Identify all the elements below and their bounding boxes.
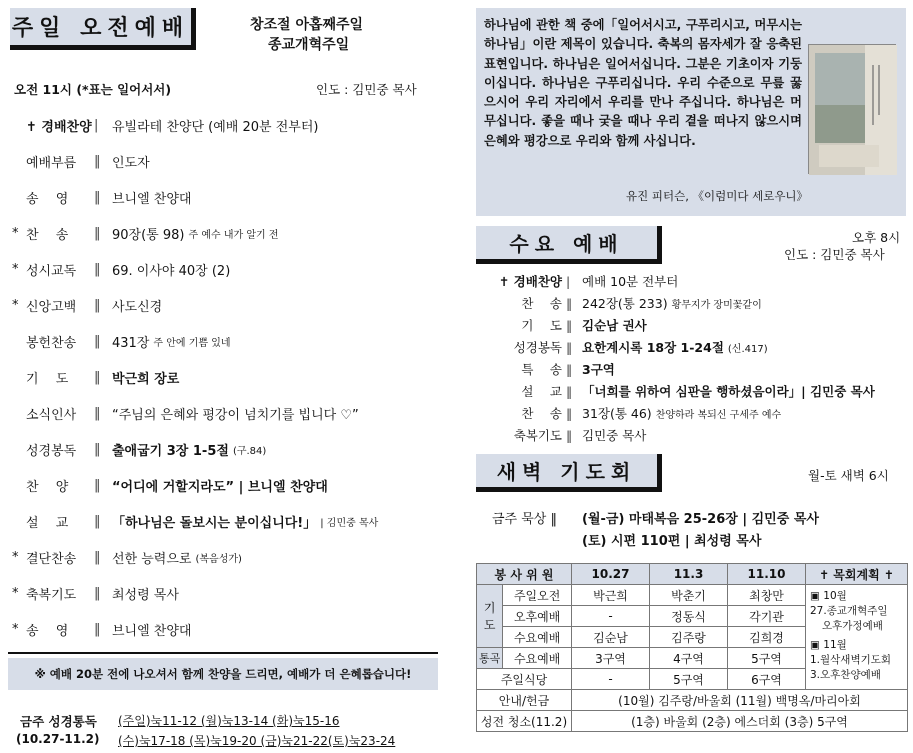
order-label: 예배부름 (26, 156, 77, 171)
order-label: 기 도 (26, 372, 69, 387)
order-value: “어디에 거할지라도” | 브니엘 찬양대 (112, 480, 328, 495)
wednesday-time: 오후 8시 (852, 230, 901, 245)
wednesday-row (486, 272, 682, 290)
morning-notice: ※ 예배 20분 전에 나오셔서 함께 찬양을 드리면, 예배가 더 은혜롭습니다! (8, 658, 438, 690)
table-cell: - (572, 669, 650, 690)
order-value: 최성령 목사 (112, 588, 179, 603)
stand-marker: * (12, 226, 19, 241)
table-cell: 김희경 (728, 627, 806, 648)
table-cell: - (572, 606, 650, 627)
order-label: ✝ 경배찬양 (498, 274, 562, 289)
order-separator: ‖ (94, 298, 101, 313)
order-value: 3구역 (582, 362, 615, 377)
order-separator: ‖ (94, 442, 101, 457)
order-label: 소식인사 (26, 408, 77, 423)
order-label: 성경봉독 (513, 340, 562, 355)
order-value: 31장(통 46) (582, 406, 652, 421)
order-value: 예배 10분 전부터 (582, 274, 679, 289)
order-label: 성경봉독 (26, 444, 77, 459)
table-cell: 4구역 (650, 648, 728, 669)
plan-line: ▣ 11월 (810, 639, 847, 651)
table-cell: 각기관 (728, 606, 806, 627)
order-separator: ‖ (566, 405, 573, 421)
table-cell: 5구역 (728, 648, 806, 669)
order-value: 유빌라테 찬양단 (예배 20분 전부터) (112, 120, 319, 135)
table-header-cell: ✝ 목회계획 ✝ (806, 564, 908, 585)
order-row (14, 188, 195, 207)
order-value: 90장(통 98) (112, 228, 185, 243)
order-label: 찬 송 (521, 296, 562, 311)
order-label: 축복기도 (26, 588, 77, 603)
order-separator: ‖ (94, 514, 101, 529)
dawn-time: 월-토 새벽 6시 (808, 468, 889, 483)
order-separator: ‖ (94, 586, 101, 601)
order-value: 인도자 (112, 156, 150, 171)
order-separator: | (566, 273, 571, 289)
order-separator: ‖ (94, 622, 101, 637)
order-extra: (신.417) (727, 343, 768, 355)
order-label: 찬 송 (521, 406, 562, 421)
order-label: 축복기도 (513, 428, 562, 443)
order-separator: ‖ (566, 295, 573, 311)
order-label: 설 교 (26, 516, 69, 531)
order-extra: 찬양하라 복되신 구세주 예수 (655, 409, 782, 421)
order-label: 봉헌찬송 (26, 336, 77, 351)
order-row (14, 116, 322, 135)
table-cell: 정동식 (650, 606, 728, 627)
table-header-cell: 11.10 (728, 564, 806, 585)
order-separator: ‖ (94, 370, 101, 385)
stand-marker: * (12, 622, 19, 637)
table-cell: 김주랑 (650, 627, 728, 648)
table-row-label: 오후예배 (503, 606, 572, 627)
order-row (14, 404, 363, 423)
order-label: 찬 송 (26, 228, 69, 243)
order-separator: ‖ (566, 383, 573, 399)
order-separator: ‖ (94, 478, 101, 493)
order-row (14, 368, 183, 387)
table-header-cell: 10.27 (572, 564, 650, 585)
reading-line2: (수)눅17-18 (목)눅19-20 (금)눅21-22(토)눅23-24 (118, 734, 396, 748)
order-label: 성시교독 (26, 264, 77, 279)
order-separator: ‖ (94, 406, 101, 421)
morning-time: 오전 11시 (*표는 일어서서) (14, 82, 172, 97)
order-extra: (복음성가) (195, 554, 242, 565)
order-value: “주님의 은혜와 평강이 넘치기를 빕니다 ♡” (112, 408, 359, 423)
order-label: 송 영 (26, 192, 69, 207)
plan-line: 1.월삭새벽기도회 (810, 654, 892, 666)
order-separator: ‖ (94, 190, 101, 205)
divider (8, 652, 438, 654)
book-cover-illustration (809, 45, 897, 175)
plan-line: 3.오후찬양예배 (810, 669, 881, 681)
order-separator: ‖ (566, 317, 573, 333)
order-separator: ‖ (94, 154, 101, 169)
service-table (476, 563, 908, 732)
order-value: 박근희 장로 (112, 372, 180, 387)
order-label: 기 도 (521, 318, 562, 333)
morning-title: 주일 오전예배 (10, 8, 196, 50)
dawn-line1: (월-금) 마태복음 25-26장 | 김민중 목사 (582, 512, 819, 527)
order-extra: (구.84) (232, 446, 267, 457)
order-value: 사도신경 (112, 300, 163, 315)
quote-text: 하나님에 관한 책 중에「일어서시고, 구푸리시고, 머무시는 하나님」이란 제목이 있습니다. 축복의 몸자세가 잘 응축된 표현입니다. 하나님은 일어서십니다. 그분은 기초이자 기둥이십니다. 하나님은 구푸리십니다. 우리 수준으로 무릎 꿇으시어 우리 자리에서 우리를 만나 주십니다. 하나님은 머무십니다. 좋을 때나 궂을 때나 우리 곁을 떠나지 않으시며 은혜와 평강으로 우리와 함께 사십니다. (484, 18, 802, 148)
order-value: 선한 능력으로 (112, 552, 192, 567)
table-header-cell: 봉 사 위 원 (477, 564, 572, 585)
plan-line: 27.종교개혁주일 (810, 605, 888, 617)
stand-marker: * (12, 550, 19, 565)
morning-header-line1: 창조절 아홉째주일 (250, 17, 364, 33)
order-label: 특 송 (521, 362, 562, 377)
table-cell: 박춘기 (650, 585, 728, 606)
order-separator: | (94, 118, 99, 133)
dawn-title: 새벽 기도회 (476, 454, 662, 492)
reading-dates: (10.27-11.2) (16, 732, 100, 746)
order-separator: ‖ (566, 427, 573, 443)
order-extra: 황무지가 장미꽃같이 (671, 299, 762, 311)
dawn-label: 금주 묵상 ‖ (492, 512, 557, 527)
group-label: 기도 (477, 585, 503, 648)
stand-marker: * (12, 262, 19, 277)
table-cell: 5구역 (650, 669, 728, 690)
order-label: 신앙고백 (26, 300, 77, 315)
stand-marker: * (12, 298, 19, 313)
order-value: 요한계시록 18장 1-24절 (582, 340, 724, 355)
dawn-line2: (토) 시편 110편 | 최성령 목사 (582, 534, 762, 549)
wednesday-leader: 인도 : 김민중 목사 (784, 247, 885, 262)
plan-line: ▣ 10월 (810, 590, 847, 602)
quote-source: 유진 피터슨, 《이럼미다 세로우니》 (626, 189, 809, 203)
order-row (14, 476, 332, 495)
table-row-label: 주일식당 (477, 669, 572, 690)
order-row (14, 296, 166, 315)
order-value: 431장 (112, 336, 150, 351)
book-cover-image (808, 44, 896, 174)
order-label: 설 교 (521, 384, 562, 399)
order-separator: ‖ (566, 361, 573, 377)
order-value: 브니엘 찬양대 (112, 192, 192, 207)
stand-marker: * (12, 586, 19, 601)
morning-header-line2: 종교개혁주일 (268, 37, 350, 53)
table-cell: 6구역 (728, 669, 806, 690)
order-separator: ‖ (94, 550, 101, 565)
order-value: 69. 이사야 40장 (2) (112, 264, 231, 279)
order-value: 김순남 권사 (582, 318, 647, 333)
wednesday-row (486, 360, 619, 378)
order-separator: ‖ (566, 339, 573, 355)
table-cell: 김순남 (572, 627, 650, 648)
wednesday-row (486, 426, 650, 444)
wednesday-title: 수요 예배 (476, 226, 662, 264)
table-row-label: 성전 청소(11.2) (477, 711, 572, 732)
group-label: 통곡 (477, 648, 503, 669)
order-separator: ‖ (94, 262, 101, 277)
order-row (14, 260, 234, 279)
order-separator: ‖ (94, 334, 101, 349)
order-extra: 주 안에 기쁨 있네 (153, 338, 231, 349)
order-row (14, 584, 183, 603)
table-row-label: 안내/헌금 (477, 690, 572, 711)
wednesday-row (486, 316, 651, 334)
table-cell: 최창만 (728, 585, 806, 606)
quote-box (476, 8, 906, 216)
table-header-cell: 11.3 (650, 564, 728, 585)
order-row (14, 440, 266, 459)
morning-leader: 인도 : 김민중 목사 (316, 82, 417, 97)
table-cell: 3구역 (572, 648, 650, 669)
wednesday-row (486, 382, 879, 400)
order-label: ✝ 경배찬양 (26, 120, 92, 135)
order-value: 「너희를 위하여 심판을 행하셨음이라」| 김민중 목사 (582, 384, 875, 399)
order-extra: 주 예수 내가 알기 전 (188, 230, 279, 241)
wednesday-row (486, 294, 762, 312)
order-row (14, 332, 231, 351)
order-value: 「하나님은 돌보시는 분이십니다!」 (112, 516, 317, 531)
table-cell: (1층) 바울회 (2층) 에스더회 (3층) 5구역 (572, 711, 908, 732)
table-row-label: 수요예배 (503, 648, 572, 669)
reading-title: 금주 성경통독 (20, 714, 97, 729)
order-value: 출애굽기 3장 1-5절 (112, 444, 229, 459)
table-row-label: 수요예배 (503, 627, 572, 648)
order-row (14, 548, 242, 567)
order-separator: ‖ (94, 226, 101, 241)
table-cell: (10월) 김주랑/바울회 (11월) 백명옥/마리아회 (572, 690, 908, 711)
order-row (14, 512, 378, 531)
order-label: 결단찬송 (26, 552, 77, 567)
table-cell: 박근희 (572, 585, 650, 606)
order-value: 브니엘 찬양대 (112, 624, 192, 639)
order-row (14, 224, 278, 243)
order-value: 242장(통 233) (582, 296, 668, 311)
table-row-label: 주일오전 (503, 585, 572, 606)
plan-line: 오후가정예배 (822, 620, 883, 632)
wednesday-row (486, 338, 768, 356)
order-value: 김민중 목사 (582, 428, 647, 443)
wednesday-row (486, 404, 781, 422)
order-label: 송 영 (26, 624, 69, 639)
order-label: 찬 양 (26, 480, 69, 495)
reading-line1: (주일)눅11-12 (월)눅13-14 (화)눅15-16 (118, 714, 340, 728)
order-row (14, 152, 154, 171)
plan-cell (806, 585, 908, 690)
order-row (14, 620, 195, 639)
order-extra: | 김민중 목사 (320, 518, 379, 529)
